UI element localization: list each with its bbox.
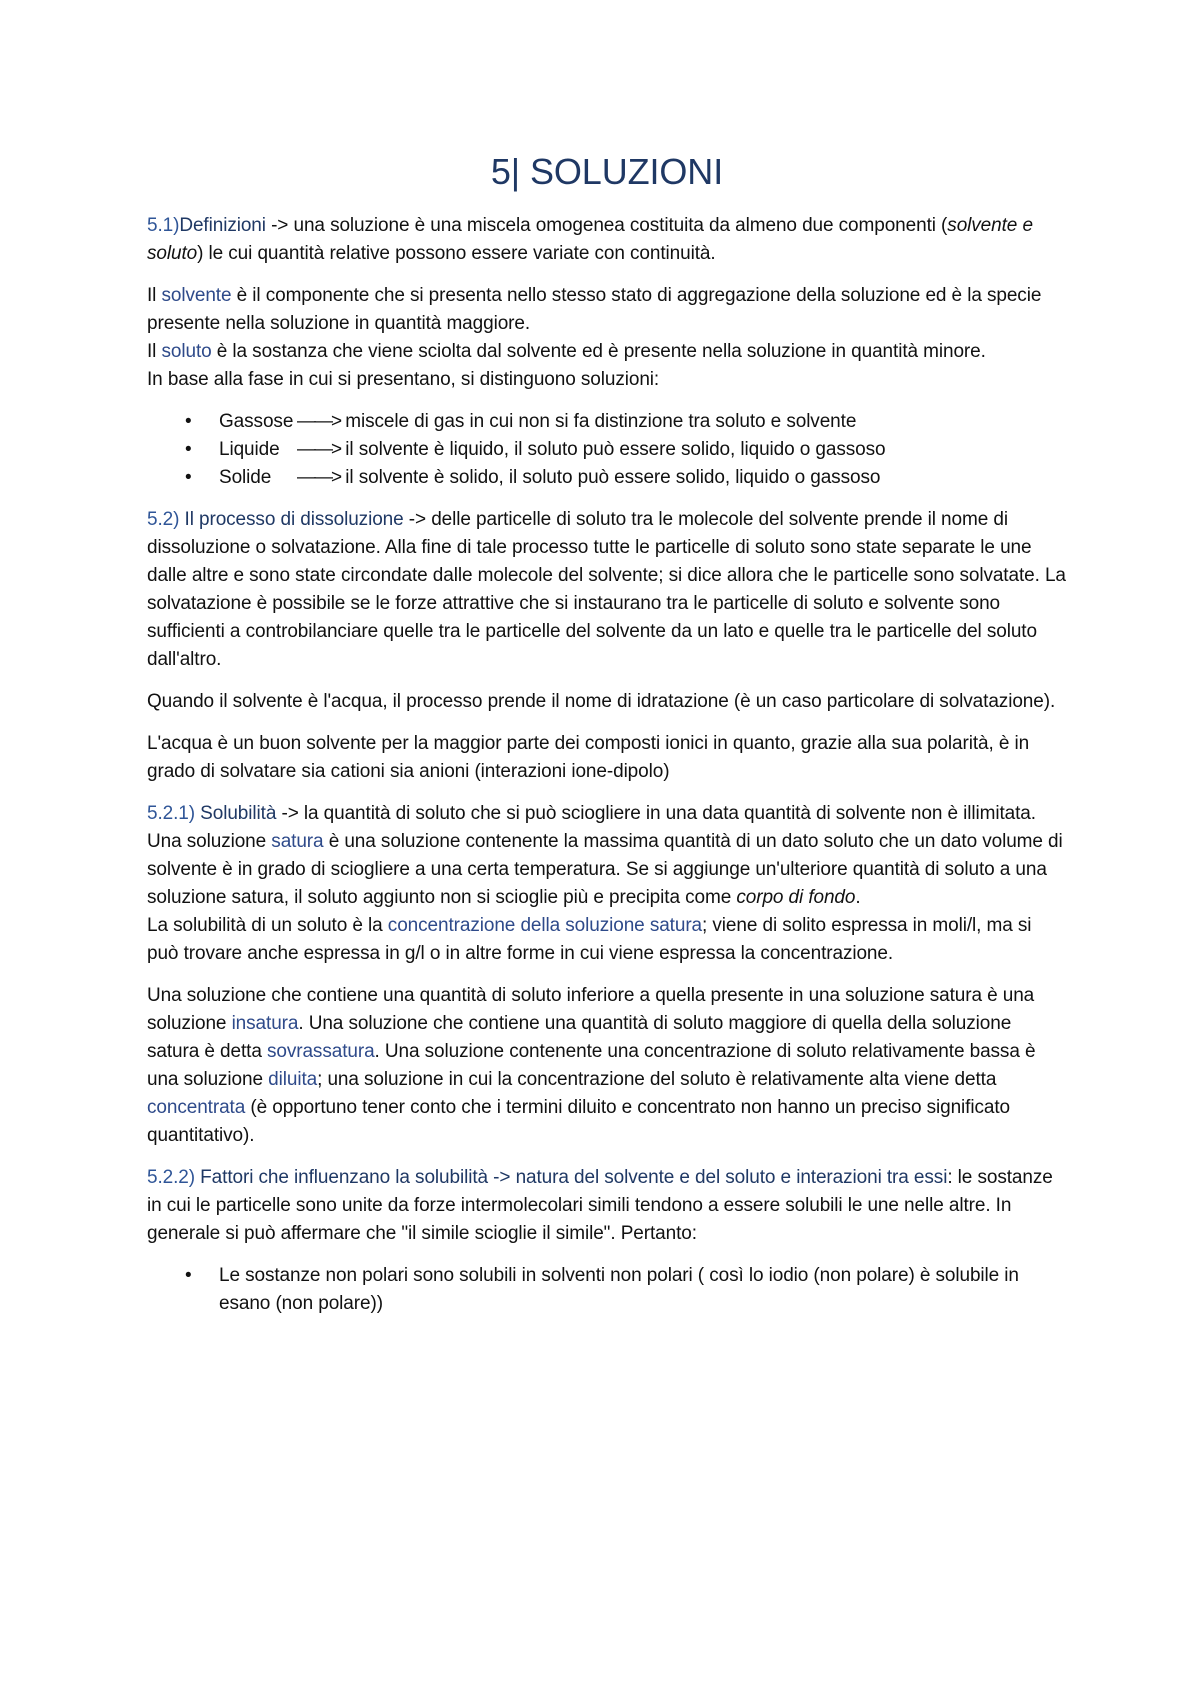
section-heading: Il processo di dissoluzione — [179, 509, 404, 530]
section-number: 5.2.2) — [147, 1167, 195, 1188]
italic-text: solvente e soluto — [147, 215, 1033, 264]
section-5-1-definizioni — [147, 212, 1067, 268]
italic-text: corpo di fondo — [736, 887, 856, 908]
term-satura: satura — [271, 831, 324, 852]
text: . Una soluzione contenente una concentrazione di soluto relativamente bassa è una soluzione — [147, 1041, 1036, 1090]
document-body — [147, 150, 1067, 1332]
text: Una soluzione — [147, 831, 272, 852]
term-concentrata: concentrata — [147, 1097, 246, 1118]
arrow: ——> — [297, 467, 341, 488]
text: La solubilità di un soluto è la — [147, 915, 388, 936]
paragraph-fasi: In base alla fase in cui si presentano, si distinguono soluzioni: — [147, 369, 660, 390]
text: ; una soluzione in cui la concentrazione del soluto è relativamente alta viene detta — [317, 1069, 997, 1090]
list-item — [147, 408, 1067, 436]
text: (è opportuno tener conto che i termini diluito e concentrato non hanno un preciso significato quantitativo). — [147, 1097, 1010, 1146]
section-heading: Solubilità — [195, 803, 277, 824]
text: -> una soluzione è una miscela omogenea costituita da almeno due componenti ( — [265, 215, 948, 236]
text: Una soluzione che contiene una quantità di soluto inferiore a quella presente in una soluzione satura è una soluzione — [147, 985, 1035, 1034]
paragraph-soluto — [147, 338, 1067, 366]
paragraph-satura — [147, 828, 1067, 912]
paragraph-solvente — [147, 282, 1067, 338]
list-item-text: miscele di gas in cui non si fa distinzione tra soluto e solvente — [340, 411, 857, 432]
term-soluto: soluto — [161, 341, 212, 362]
text: ; viene di solito espressa in moli/l, ma si può trovare anche espressa in g/l o in altre forme in cui viene espressa la concentrazione. — [147, 915, 1032, 964]
section-heading: Fattori che influenzano la solubilità -> natura del solvente e del soluto e interazioni tra essi — [195, 1167, 948, 1188]
term-concentrazione: concentrazione della soluzione satura — [387, 915, 703, 936]
section-number: 5.2.1) — [147, 803, 195, 824]
section-heading: Definizioni — [179, 215, 266, 236]
arrow: ——> — [297, 411, 341, 432]
term-diluita: diluita — [268, 1069, 318, 1090]
list-item-term: Solide — [219, 467, 272, 488]
list-item — [147, 464, 1067, 492]
section-5-2-2-fattori — [147, 1164, 1067, 1248]
list-item-term: Liquide — [219, 439, 280, 460]
list-item-term: Gassose — [219, 411, 294, 432]
section-number: 5.2) — [147, 509, 180, 530]
paragraph-idratazione: Quando il solvente è l'acqua, il processo prende il nome di idratazione (è un caso particolare di solvatazione). — [147, 691, 1056, 712]
paragraph-tipi-concentrazione — [147, 982, 1067, 1150]
paragraph-acqua: L'acqua è un buon solvente per la maggior parte dei composti ionici in quanto, grazie alla sua polarità, è in grado di solvatare sia cationi sia anioni (interazioni ione-dipolo) — [147, 733, 1030, 782]
text: . Una soluzione che contiene una quantità di soluto maggiore di quella della soluzione satura è detta — [147, 1013, 1012, 1062]
section-5-2-1-solubilita — [147, 800, 1067, 828]
text: è la sostanza che viene sciolta dal solvente ed è presente nella soluzione in quantità minore. — [211, 341, 986, 362]
list-item-text: il solvente è liquido, il soluto può essere solido, liquido o gassoso — [340, 439, 886, 460]
text: : le sostanze in cui le particelle sono unite da forze intermolecolari simili tendono a essere solubili le une nelle altre. In generale si può affermare che "il simile scioglie il simile". Pertanto: — [147, 1167, 1053, 1244]
text: è il componente che si presenta nello stesso stato di aggregazione della soluzione ed è la specie presente nella soluzione in quantità maggiore. — [147, 285, 1042, 334]
text: è una soluzione contenente la massima quantità di un dato soluto che un dato volume di solvente è in grado di sciogliere a una certa temperatura. Se si aggiunge un'ulteriore quantità di soluto a una soluzione satura, il soluto aggiunto non si scioglie più e precipita come — [147, 831, 1063, 908]
list-item: • Le sostanze non polari sono solubili in solventi non polari ( così lo iodio (non polare) è solubile in esano (non polare)) — [147, 1262, 1067, 1318]
text: -> delle particelle di soluto tra le molecole del solvente prende il nome di dissoluzione o solvatazione. Alla fine di tale processo tutte le particelle di soluto sono state separate le une dalle altre e sono state circondate dalle molecole del solvente; si dice allora che le particelle sono solvatate. La solvatazione è possibile se le forze attrattive che si instaurano tra le particelle di soluto e solvente sono sufficienti a controbilanciare quelle tra le particelle del solvente da un lato e quelle tra le particelle del soluto dall'altro. — [147, 509, 1066, 670]
list-item-text: il solvente è solido, il soluto può essere solido, liquido o gassoso — [340, 467, 881, 488]
section-5-2-dissoluzione — [147, 506, 1067, 674]
arrow: ——> — [297, 439, 341, 460]
section-number: 5.1) — [147, 215, 180, 236]
paragraph-solubilita-concentrazione — [147, 912, 1067, 968]
list-item — [147, 436, 1067, 464]
text: Il — [147, 341, 162, 362]
term-solvente: solvente — [161, 285, 232, 306]
page-title: 5| SOLUZIONI — [490, 151, 724, 192]
list-solubilita — [147, 1262, 1067, 1318]
text: -> la quantità di soluto che si può sciogliere in una data quantità di solvente non è illimitata. — [276, 803, 1036, 824]
term-sovrassatura: sovrassatura — [266, 1041, 375, 1062]
term-insatura: insatura — [231, 1013, 299, 1034]
text: . — [855, 887, 861, 908]
text: ) le cui quantità relative possono essere variate con continuità. — [197, 243, 716, 264]
text: Il — [147, 285, 162, 306]
list-tipi-soluzioni — [147, 408, 1067, 492]
